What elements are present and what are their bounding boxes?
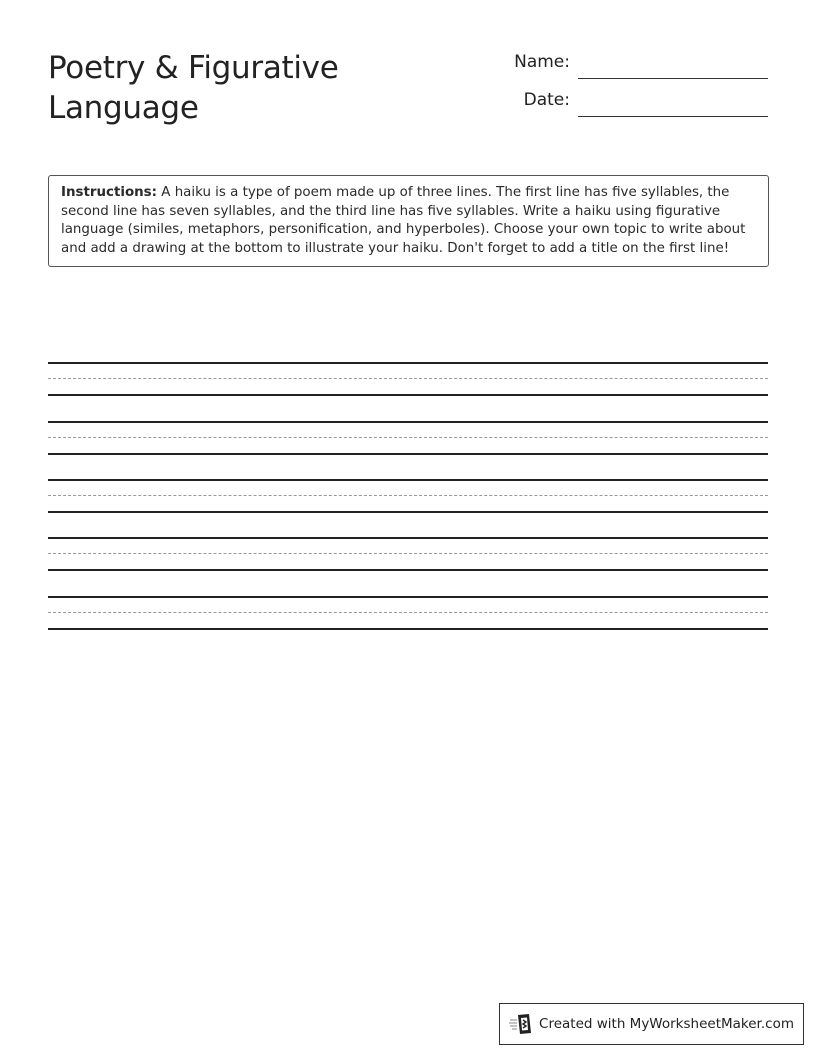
writing-line-3[interactable] bbox=[48, 479, 768, 513]
writing-line-4[interactable] bbox=[48, 537, 768, 571]
name-blank-line[interactable] bbox=[578, 78, 768, 79]
date-label: Date: bbox=[523, 90, 570, 110]
instructions-box bbox=[48, 175, 769, 267]
name-field[interactable] bbox=[490, 52, 768, 82]
name-label: Name: bbox=[514, 52, 570, 72]
footer-text: Created with MyWorksheetMaker.com bbox=[539, 1016, 794, 1032]
instructions-label: Instructions: bbox=[61, 185, 158, 200]
footer-credit[interactable] bbox=[499, 1003, 804, 1045]
page-title: Poetry & Figurative Language bbox=[48, 50, 339, 126]
instructions-text: A haiku is a type of poem made up of three lines. The first line has five syllables, the second line has seven syllables, and the third line has five syllables. Write a haiku using figurative language (similes, metaphors, personification, and hyperboles). Choose your own topic to write about and add a drawing at the bottom to illustrate your haiku. Don't forget to add a title on the first line! bbox=[61, 185, 746, 256]
writing-line-1[interactable] bbox=[48, 362, 768, 396]
worksheet-maker-logo-icon bbox=[509, 1013, 533, 1035]
date-field[interactable] bbox=[490, 90, 768, 120]
writing-line-5[interactable] bbox=[48, 596, 768, 630]
writing-line-2[interactable] bbox=[48, 421, 768, 455]
date-blank-line[interactable] bbox=[578, 116, 768, 117]
